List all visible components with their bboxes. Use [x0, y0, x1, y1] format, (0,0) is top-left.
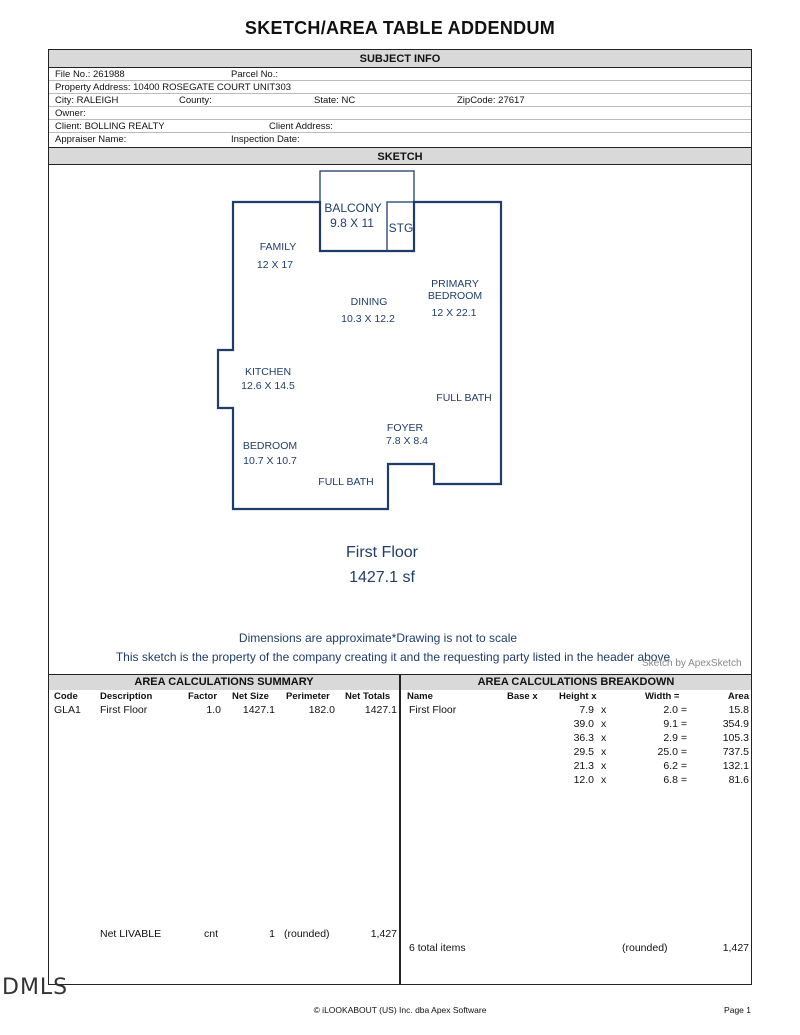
sketch-note-property: This sketch is the property of the company creating it and the requesting party listed in the header above — [115, 650, 671, 664]
room-balcony: BALCONY — [324, 201, 382, 215]
room-family-dim: 12 X 17 — [256, 259, 294, 271]
client: Client: BOLLING REALTY — [55, 121, 165, 132]
breakdown-width: 2.9 = — [663, 732, 687, 744]
breakdown-col-base: Base x — [507, 691, 538, 702]
room-kitchen: KITCHEN — [244, 366, 292, 378]
info-row-city — [49, 94, 751, 107]
footer-page-number: Page 1 — [724, 1005, 751, 1015]
summary-col-code: Code — [54, 691, 78, 702]
room-full-bath-bottom: FULL BATH — [318, 476, 374, 488]
breakdown-name: First Floor — [409, 704, 457, 716]
breakdown-area: 737.5 — [722, 746, 749, 758]
breakdown-x: x — [601, 718, 607, 730]
breakdown-height: 36.3 — [573, 732, 594, 744]
room-kitchen-dim: 12.6 X 14.5 — [241, 380, 295, 392]
breakdown-width: 25.0 = — [657, 746, 687, 758]
breakdown-col-name: Name — [407, 691, 433, 702]
summary-net-livable-label: Net LIVABLE — [100, 928, 162, 940]
summary-col-perimeter: Perimeter — [286, 691, 330, 702]
breakdown-area: 15.8 — [728, 704, 749, 716]
breakdown-header: AREA CALCULATIONS BREAKDOWN — [401, 675, 751, 690]
summary-header: AREA CALCULATIONS SUMMARY — [49, 675, 399, 690]
room-family: FAMILY — [259, 241, 297, 253]
summary-rounded: (rounded) — [284, 928, 330, 940]
floor-area: 1427.1 sf — [349, 569, 415, 586]
summary-total: 1,427 — [370, 928, 397, 940]
breakdown-height: 39.0 — [573, 718, 594, 730]
breakdown-x: x — [601, 746, 607, 758]
room-dining: DINING — [350, 296, 388, 308]
info-row-owner — [49, 107, 751, 120]
room-stg: STG — [388, 221, 414, 235]
summary-count: 1 — [269, 928, 275, 940]
sketch-note-dimensions: Dimensions are approximate*Drawing is not to scale — [238, 631, 518, 645]
state: State: NC — [314, 95, 356, 106]
summary-description: First Floor — [100, 704, 148, 716]
summary-factor: 1.0 — [206, 704, 221, 716]
breakdown-height: 7.9 — [579, 704, 594, 716]
breakdown-area: 105.3 — [722, 732, 749, 744]
breakdown-col-width: Width = — [645, 691, 680, 702]
breakdown-area: 132.1 — [722, 760, 749, 772]
parcel-no: Parcel No.: — [231, 69, 278, 80]
summary-code: GLA1 — [54, 704, 81, 716]
inspection-date: Inspection Date: — [231, 134, 300, 145]
summary-perimeter: 182.0 — [308, 704, 335, 716]
breakdown-width: 2.0 = — [663, 704, 687, 716]
breakdown-area: 81.6 — [728, 774, 749, 786]
room-primary-bedroom-dim: 12 X 22.1 — [431, 307, 477, 319]
breakdown-height: 21.3 — [573, 760, 594, 772]
breakdown-col-height: Height x — [559, 691, 597, 702]
summary-net-totals: 1427.1 — [364, 704, 397, 716]
info-row-client — [49, 120, 751, 133]
footer-copyright: © iLOOKABOUT (US) Inc. dba Apex Software — [313, 1005, 487, 1015]
room-foyer-dim: 7.8 X 8.4 — [385, 435, 429, 447]
breakdown-area: 354.9 — [722, 718, 749, 730]
area-calculations — [49, 674, 751, 985]
room-primary-bedroom-2: BEDROOM — [427, 290, 483, 302]
zip-code: ZipCode: 27617 — [457, 95, 525, 106]
room-bedroom-dim: 10.7 X 10.7 — [243, 455, 297, 467]
breakdown-width: 6.8 = — [663, 774, 687, 786]
breakdown-rounded: (rounded) — [622, 942, 668, 954]
breakdown-total: 1,427 — [722, 942, 749, 954]
room-foyer: FOYER — [386, 422, 424, 434]
breakdown-width: 6.2 = — [663, 760, 687, 772]
summary-net-size: 1427.1 — [242, 704, 275, 716]
county: County: — [179, 95, 212, 106]
sketch-header: SKETCH — [49, 147, 751, 165]
city: City: RALEIGH — [55, 95, 119, 106]
summary-col-net-totals: Net Totals — [345, 691, 391, 702]
breakdown-x: x — [601, 774, 607, 786]
summary-col-net-size: Net Size — [232, 691, 269, 702]
owner: Owner: — [55, 108, 86, 119]
floor-plan — [49, 166, 751, 674]
info-row-appraiser — [49, 133, 751, 146]
breakdown-height: 29.5 — [573, 746, 594, 758]
breakdown-col-area: Area — [727, 691, 749, 702]
breakdown-width: 9.1 = — [663, 718, 687, 730]
summary-col-description: Description — [100, 691, 153, 702]
summary-col-factor: Factor — [188, 691, 218, 702]
room-primary-bedroom: PRIMARY — [431, 278, 479, 290]
room-full-bath-right: FULL BATH — [436, 392, 492, 404]
floor-label: First Floor — [346, 544, 418, 561]
breakdown-x: x — [601, 760, 607, 772]
room-balcony-dim: 9.8 X 11 — [330, 216, 374, 230]
sketch-credit: Sketch by ApexSketch — [642, 658, 742, 669]
client-address: Client Address: — [269, 121, 333, 132]
addendum-frame — [48, 49, 752, 985]
info-row-file — [49, 68, 751, 81]
breakdown-total-items: 6 total items — [409, 942, 466, 954]
room-dining-dim: 10.3 X 12.2 — [341, 313, 395, 325]
page-title: SKETCH/AREA TABLE ADDENDUM — [244, 18, 556, 38]
table-divider — [399, 675, 401, 985]
breakdown-x: x — [601, 732, 607, 744]
room-bedroom: BEDROOM — [242, 440, 298, 452]
breakdown-x: x — [601, 704, 607, 716]
subject-info-header: SUBJECT INFO — [49, 50, 751, 68]
property-address: Property Address: 10400 ROSEGATE COURT UNIT303 — [55, 82, 292, 93]
summary-cnt-label: cnt — [204, 928, 219, 940]
breakdown-height: 12.0 — [573, 774, 594, 786]
file-no: File No.: 261988 — [55, 69, 125, 80]
dmls-logo: DMLS — [2, 975, 69, 1000]
appraiser-name: Appraiser Name: — [55, 134, 127, 145]
info-row-address — [49, 81, 751, 94]
sketch-area — [49, 166, 751, 674]
